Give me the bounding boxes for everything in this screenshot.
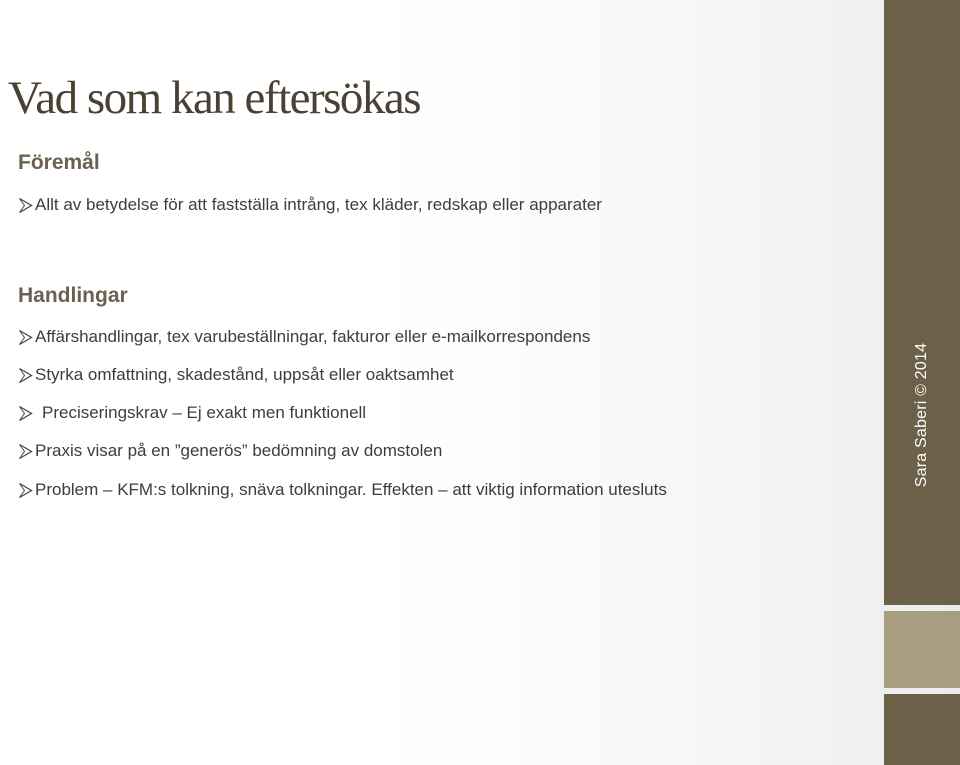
arrowhead-icon xyxy=(18,405,33,422)
section-heading-foremal: Föremål xyxy=(18,151,100,174)
side-panel-top-block xyxy=(884,0,960,605)
bullet-text: Praxis visar på en ”generös” bedömning av domstolen xyxy=(35,441,443,460)
bullet-item xyxy=(18,477,667,503)
bullet-text: Allt av betydelse för att fastställa intrång, tex kläder, redskap eller apparater xyxy=(35,195,602,214)
side-panel xyxy=(884,0,960,765)
side-panel-light-block xyxy=(884,611,960,688)
arrowhead-icon xyxy=(18,482,33,499)
bullet-item xyxy=(18,400,366,426)
bullet-item xyxy=(18,324,590,350)
slide-title: Vad som kan eftersökas xyxy=(8,72,421,124)
bullet-text: Affärshandlingar, tex varubeställningar, fakturor eller e-mailkorrespondens xyxy=(35,327,591,346)
bullet-item xyxy=(18,362,454,388)
arrowhead-icon xyxy=(18,367,33,384)
arrowhead-icon xyxy=(18,329,33,346)
arrowhead-icon xyxy=(18,197,33,214)
bullet-item xyxy=(18,192,602,218)
copyright-footer: Sara Saberi © 2014 xyxy=(913,342,930,488)
bullet-text: Problem – KFM:s tolkning, snäva tolkningar. Effekten – att viktig information utesluts xyxy=(35,480,667,499)
bullet-text: Preciseringskrav – Ej exakt men funktionell xyxy=(42,403,367,422)
bullet-text: Styrka omfattning, skadestånd, uppsåt eller oaktsamhet xyxy=(35,365,454,384)
arrowhead-icon xyxy=(18,443,33,460)
section-heading-handlingar: Handlingar xyxy=(18,284,128,307)
bullet-item xyxy=(18,438,442,464)
side-panel-bottom-block xyxy=(884,694,960,765)
